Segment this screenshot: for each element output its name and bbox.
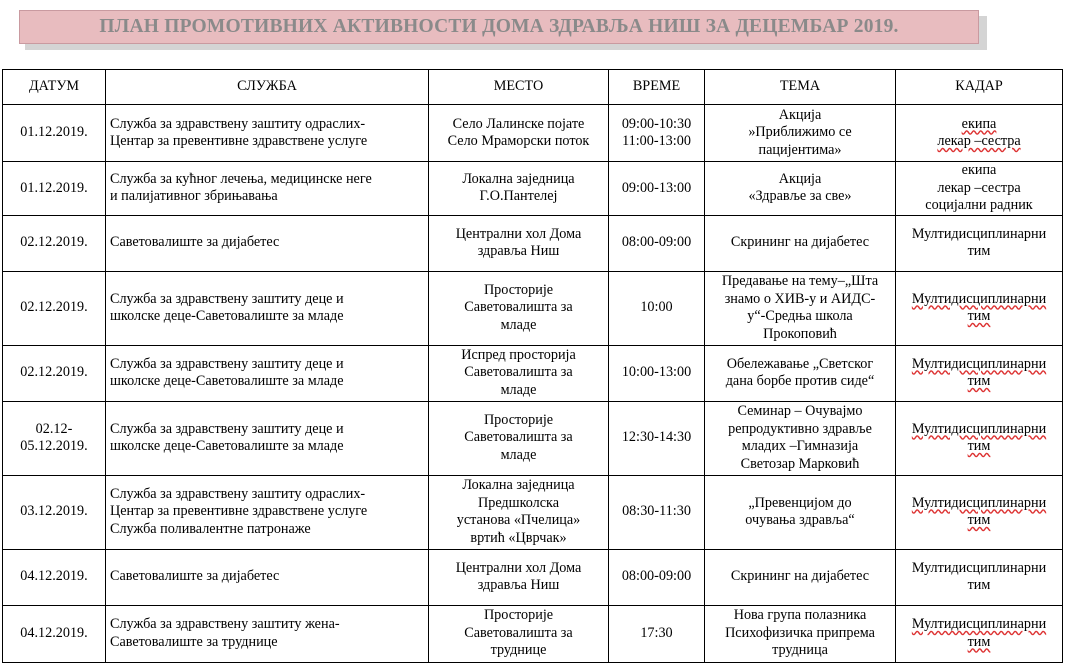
staff-cell-line: тим	[967, 512, 991, 528]
topic-cell-line: Психофизичка припрема	[725, 624, 875, 641]
place-cell	[429, 345, 609, 401]
column-header-service: СЛУЖБА	[106, 70, 429, 105]
service-cell-line: Служба за здравствену заштиту деце и	[110, 420, 344, 437]
topic-cell-line: Светозар Марковић	[740, 455, 860, 472]
place-cell-line: здравља Ниш	[477, 243, 560, 259]
table-row	[3, 605, 1063, 662]
service-cell-line: Саветовалиште за дијабетес	[110, 234, 280, 251]
time-cell-line: 08:00-09:00	[621, 568, 692, 585]
topic-cell-line: Нова група полазника	[733, 607, 867, 624]
topic-cell	[705, 105, 896, 162]
date-cell-line: 03.12.2019.	[20, 503, 88, 520]
activity-plan-table	[2, 69, 1063, 663]
date-cell	[3, 105, 106, 162]
date-cell	[3, 271, 106, 345]
table-row	[3, 401, 1063, 475]
place-cell-line: Саветовалишта за	[464, 429, 573, 446]
service-cell-line: Служба за здравствену заштиту деце и	[110, 290, 344, 307]
staff-cell	[896, 215, 1063, 271]
place-cell	[429, 105, 609, 162]
service-cell-line: Служба за здравствену заштиту жена-	[110, 616, 340, 632]
place-cell-line: младе	[500, 446, 537, 463]
staff-cell-line: тим	[967, 577, 991, 593]
date-cell	[3, 345, 106, 401]
place-cell-line: установа «Пчелица»	[456, 512, 581, 528]
place-cell-line: Просторије	[483, 411, 554, 428]
topic-cell	[705, 271, 896, 345]
staff-cell-line: Мултидисциплинарни	[911, 616, 1047, 632]
service-cell	[106, 475, 429, 549]
topic-cell-line: дана борбе против сиде“	[725, 373, 875, 389]
service-cell-line: Центар за превентивне здравствене услуге	[110, 133, 368, 149]
staff-cell	[896, 401, 1063, 475]
topic-cell-line: репродуктивно здравље	[728, 420, 872, 437]
staff-cell	[896, 271, 1063, 345]
table-row	[3, 105, 1063, 162]
service-cell	[106, 271, 429, 345]
topic-cell	[705, 215, 896, 271]
place-cell-line: Централни хол Дома	[455, 225, 582, 242]
time-cell	[609, 549, 705, 605]
topic-cell-line: Акција	[778, 170, 822, 187]
staff-cell-line: екипа	[961, 162, 997, 178]
service-cell	[106, 162, 429, 216]
time-cell-line: 12:30-14:30	[621, 429, 692, 446]
place-cell	[429, 549, 609, 605]
place-cell-line: Централни хол Дома	[455, 559, 582, 576]
date-cell-line: 01.12.2019.	[20, 179, 88, 196]
topic-cell	[705, 549, 896, 605]
date-cell-line: 04.12.2019.	[20, 568, 88, 585]
title-box	[19, 10, 979, 44]
time-cell	[609, 162, 705, 216]
table-row	[3, 475, 1063, 549]
service-cell	[106, 345, 429, 401]
time-cell	[609, 215, 705, 271]
place-cell	[429, 215, 609, 271]
place-cell-line: младе	[500, 316, 537, 333]
place-cell	[429, 475, 609, 549]
table-row	[3, 162, 1063, 216]
topic-cell-line: Скрининг на дијабетес	[730, 568, 870, 585]
date-cell-line: 01.12.2019.	[20, 124, 88, 141]
column-header-place: МЕСТО	[429, 70, 609, 105]
table-row	[3, 549, 1063, 605]
service-cell	[106, 549, 429, 605]
topic-cell-line: „Превенцијом до	[748, 494, 852, 511]
column-header-staff: КАДАР	[896, 70, 1063, 105]
staff-cell-line: Мултидисциплинарни	[911, 355, 1047, 372]
time-cell-line: 17:30	[640, 624, 673, 641]
topic-cell-line: Акција	[778, 106, 822, 123]
service-cell-line: Служба за здравствену заштиту одраслих-	[110, 485, 366, 502]
date-cell-line: 05.12.2019.	[20, 438, 88, 454]
title-banner	[19, 10, 981, 44]
time-cell-line: 09:00-10:30	[621, 115, 692, 132]
time-cell	[609, 271, 705, 345]
time-cell-line: 11:00-13:00	[622, 133, 691, 149]
topic-cell-line: знамо о ХИВ-у и АИДС-	[724, 290, 876, 307]
place-cell-line: Саветовалишта за	[464, 624, 573, 641]
staff-cell	[896, 475, 1063, 549]
place-cell	[429, 401, 609, 475]
place-cell-line: Г.О.Пантелеј	[479, 188, 558, 205]
topic-cell-line: младих –Гимназија	[741, 438, 859, 454]
column-header-time: ВРЕМЕ	[609, 70, 705, 105]
staff-cell-line: тим	[967, 373, 991, 389]
date-cell	[3, 605, 106, 662]
place-cell-line: здравља Ниш	[477, 577, 560, 593]
time-cell	[609, 475, 705, 549]
time-cell-line: 10:00	[640, 299, 673, 316]
service-cell-line: и палијативног збрињавања	[110, 188, 278, 205]
time-cell-line: 09:00-13:00	[621, 179, 692, 196]
topic-cell-line: очувања здравља“	[745, 512, 855, 528]
date-cell-line: 02.12-	[35, 420, 73, 437]
topic-cell	[705, 345, 896, 401]
staff-cell-line: Мултидисциплинарни	[911, 290, 1047, 307]
place-cell-line: Село Мраморски поток	[447, 133, 590, 149]
staff-cell	[896, 162, 1063, 216]
place-cell-line: вртић «Цврчак»	[470, 529, 567, 546]
topic-cell-line: «Здравље за све»	[748, 188, 852, 205]
staff-cell-line: Мултидисциплинарни	[911, 420, 1047, 437]
staff-cell-line: лекар –сестра	[937, 133, 1021, 149]
staff-cell-line: лекар –сестра	[937, 179, 1021, 196]
place-cell-line: Саветовалишта за	[464, 364, 573, 381]
place-cell	[429, 271, 609, 345]
staff-cell-line: тим	[967, 438, 991, 454]
service-cell	[106, 401, 429, 475]
service-cell-line: школске деце-Саветовалиште за младе	[110, 438, 344, 454]
service-cell-line: Служба за здравствену заштиту деце и	[110, 355, 344, 372]
place-cell-line: Испред просторија	[461, 346, 576, 363]
topic-cell	[705, 605, 896, 662]
date-cell	[3, 215, 106, 271]
staff-cell-line: Мултидисциплинарни	[911, 494, 1047, 511]
service-cell-line: Центар за превентивне здравствене услуге	[110, 503, 368, 520]
staff-cell	[896, 605, 1063, 662]
place-cell-line: Локална заједница	[462, 477, 575, 493]
service-cell-line: Служба поливалентне патронаже	[110, 520, 311, 537]
staff-cell	[896, 105, 1063, 162]
staff-cell	[896, 549, 1063, 605]
topic-cell-line: пацијентима»	[758, 141, 842, 158]
table-header-row	[3, 70, 1063, 105]
date-cell-line: 02.12.2019.	[20, 234, 88, 251]
column-header-date: ДАТУМ	[3, 70, 106, 105]
time-cell	[609, 605, 705, 662]
staff-cell-line: тим	[967, 308, 991, 324]
service-cell-line: Саветовалиште за труднице	[110, 633, 278, 650]
staff-cell-line: тим	[967, 633, 991, 650]
time-cell	[609, 105, 705, 162]
service-cell-line: Саветовалиште за дијабетес	[110, 568, 280, 585]
time-cell-line: 08:30-11:30	[622, 503, 691, 520]
topic-cell-line: »Приближимо се	[748, 124, 852, 141]
service-cell-line: Служба за здравствену заштиту одраслих-	[110, 115, 366, 132]
place-cell-line: труднице	[490, 642, 547, 659]
topic-cell	[705, 475, 896, 549]
date-cell	[3, 401, 106, 475]
place-cell-line: младе	[500, 381, 537, 398]
time-cell-line: 08:00-09:00	[621, 234, 692, 251]
topic-cell	[705, 401, 896, 475]
topic-cell-line: Семинар – Очувајмо	[737, 403, 863, 419]
date-cell-line: 02.12.2019.	[20, 364, 88, 381]
staff-cell-line: екипа	[961, 115, 997, 132]
topic-cell-line: Предавање на тему–„Шта	[721, 273, 879, 289]
service-cell	[106, 215, 429, 271]
service-cell-line: Служба за кућног лечења, медицинске неге	[110, 170, 372, 187]
date-cell	[3, 162, 106, 216]
table-row	[3, 215, 1063, 271]
topic-cell-line: у“-Средња школа	[747, 308, 853, 324]
service-cell	[106, 105, 429, 162]
service-cell	[106, 605, 429, 662]
place-cell-line: Предшколска	[477, 494, 560, 511]
topic-cell	[705, 162, 896, 216]
place-cell-line: Локална заједница	[462, 170, 575, 187]
place-cell-line: Просторије	[483, 607, 554, 624]
date-cell-line: 02.12.2019.	[20, 299, 88, 316]
date-cell	[3, 475, 106, 549]
time-cell	[609, 401, 705, 475]
time-cell-line: 10:00-13:00	[621, 364, 692, 381]
time-cell	[609, 345, 705, 401]
staff-cell-line: Мултидисциплинарни	[911, 225, 1047, 242]
place-cell-line: Просторије	[483, 281, 554, 298]
place-cell-line: Село Лалинске појате	[452, 115, 585, 132]
topic-cell-line: трудница	[772, 642, 828, 659]
topic-cell-line: Обележавање „Светског	[726, 355, 874, 372]
topic-cell-line: Скрининг на дијабетес	[730, 234, 870, 251]
staff-cell-line: Мултидисциплинарни	[911, 559, 1047, 576]
date-cell-line: 04.12.2019.	[20, 624, 88, 641]
table-row	[3, 271, 1063, 345]
date-cell	[3, 549, 106, 605]
table-body	[3, 105, 1063, 663]
topic-cell-line: Прокоповић	[763, 325, 837, 342]
service-cell-line: школске деце-Саветовалиште за младе	[110, 373, 344, 389]
place-cell	[429, 605, 609, 662]
staff-cell	[896, 345, 1063, 401]
column-header-topic: ТЕМА	[705, 70, 896, 105]
table-row	[3, 345, 1063, 401]
page-title: ПЛАН ПРОМОТИВНИХ АКТИВНОСТИ ДОМА ЗДРАВЉА НИШ ЗА ДЕЦЕМБАР 2019.	[99, 16, 899, 37]
staff-cell-line: тим	[967, 243, 991, 259]
place-cell-line: Саветовалишта за	[464, 299, 573, 316]
staff-cell-line: социјални радник	[925, 197, 1033, 213]
service-cell-line: школске деце-Саветовалиште за младе	[110, 308, 344, 324]
place-cell	[429, 162, 609, 216]
